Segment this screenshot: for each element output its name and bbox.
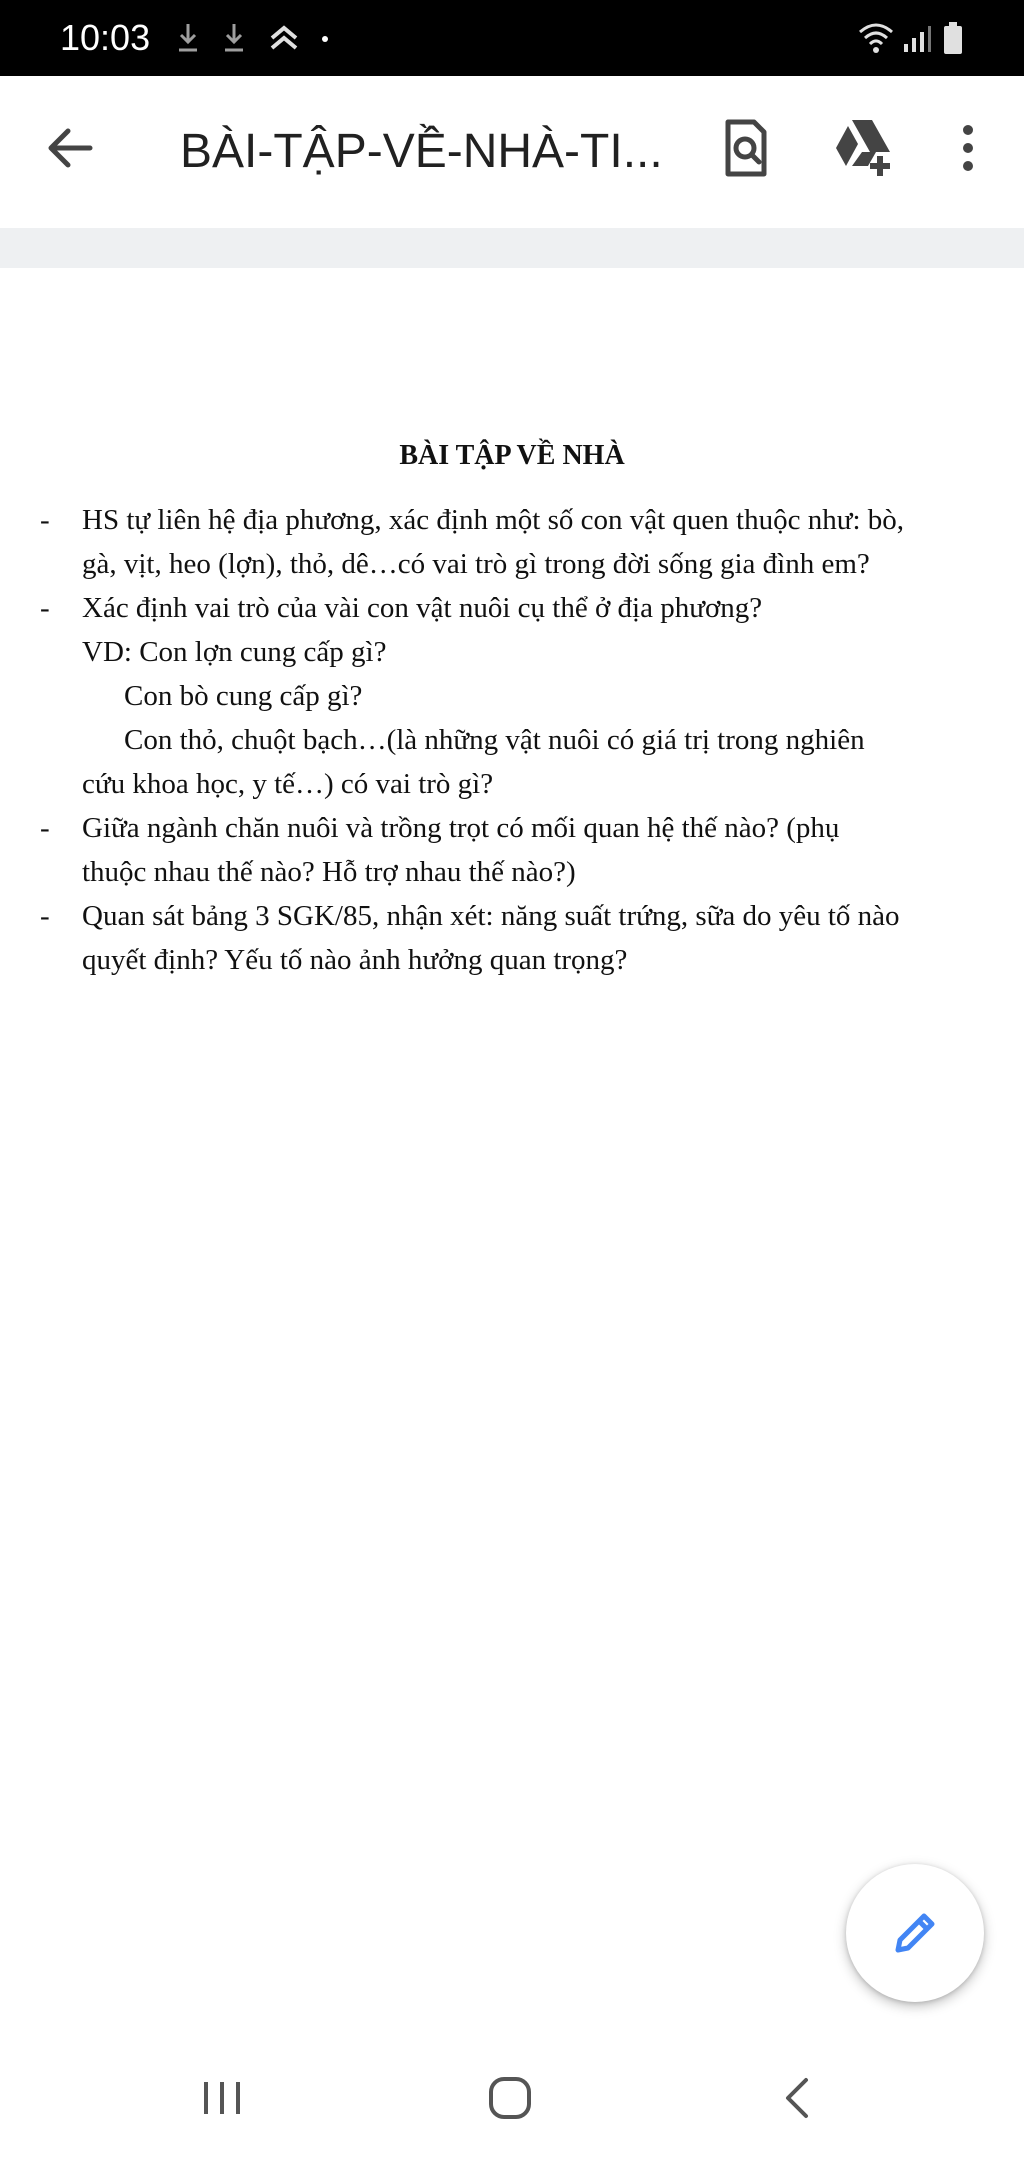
- battery-icon: [942, 20, 964, 56]
- bullet-marker: -: [40, 812, 50, 844]
- page-separator: [0, 228, 1024, 268]
- document-heading: BÀI TẬP VỀ NHÀ: [399, 440, 625, 471]
- edit-button[interactable]: [846, 1864, 984, 2002]
- status-bar: [0, 0, 1024, 76]
- document-line: Con thỏ, chuột bạch…(là những vật nuôi có giá trị trong nghiên: [124, 724, 865, 756]
- document-line: Quan sát bảng 3 SGK/85, nhận xét: năng suất trứng, sữa do yêu tố nào: [82, 900, 900, 932]
- edit-pencil-icon: [890, 1908, 940, 1958]
- more-vert-icon[interactable]: [948, 116, 988, 180]
- document-line: thuộc nhau thế nào? Hỗ trợ nhau thế nào?): [82, 856, 576, 888]
- double-chevron-up-icon: [266, 20, 302, 56]
- recents-icon[interactable]: [198, 2078, 246, 2118]
- wifi-icon: [856, 20, 896, 56]
- bullet-marker: -: [40, 504, 50, 536]
- download-icon: [176, 20, 200, 56]
- document-line: quyết định? Yếu tố nào ảnh hưởng quan trọng?: [82, 944, 628, 976]
- document-line: HS tự liên hệ địa phương, xác định một số con vật quen thuộc như: bò,: [82, 504, 905, 536]
- drive-add-icon[interactable]: [830, 114, 900, 178]
- dot-icon: [322, 36, 328, 42]
- document-line: Giữa ngành chăn nuôi và trồng trọt có mối quan hệ thế nào? (phụ: [82, 812, 840, 844]
- document-line: cứu khoa học, y tế…) có vai trò gì?: [82, 768, 494, 800]
- status-time: 10:03: [60, 17, 151, 58]
- document-line: Con bò cung cấp gì?: [124, 680, 363, 712]
- document-page: [0, 268, 1024, 1968]
- app-bar: [0, 76, 1024, 228]
- document-line: VD: Con lợn cung cấp gì?: [82, 636, 387, 668]
- home-icon[interactable]: [486, 2074, 534, 2122]
- back-arrow-icon[interactable]: [40, 118, 100, 178]
- document-title: BÀI-TẬP-VỀ-NHÀ-TI...: [180, 125, 663, 178]
- back-chevron-icon[interactable]: [782, 2076, 812, 2120]
- system-nav-bar: [0, 2032, 1024, 2162]
- download-icon: [222, 20, 246, 56]
- bullet-marker: -: [40, 592, 50, 624]
- document-line: gà, vịt, heo (lợn), thỏ, dê…có vai trò gì trong đời sống gia đình em?: [82, 548, 870, 580]
- signal-icon: [902, 20, 932, 56]
- document-line: Xác định vai trò của vài con vật nuôi cụ thể ở địa phương?: [82, 592, 763, 624]
- bullet-marker: -: [40, 900, 50, 932]
- find-in-page-icon[interactable]: [714, 116, 778, 180]
